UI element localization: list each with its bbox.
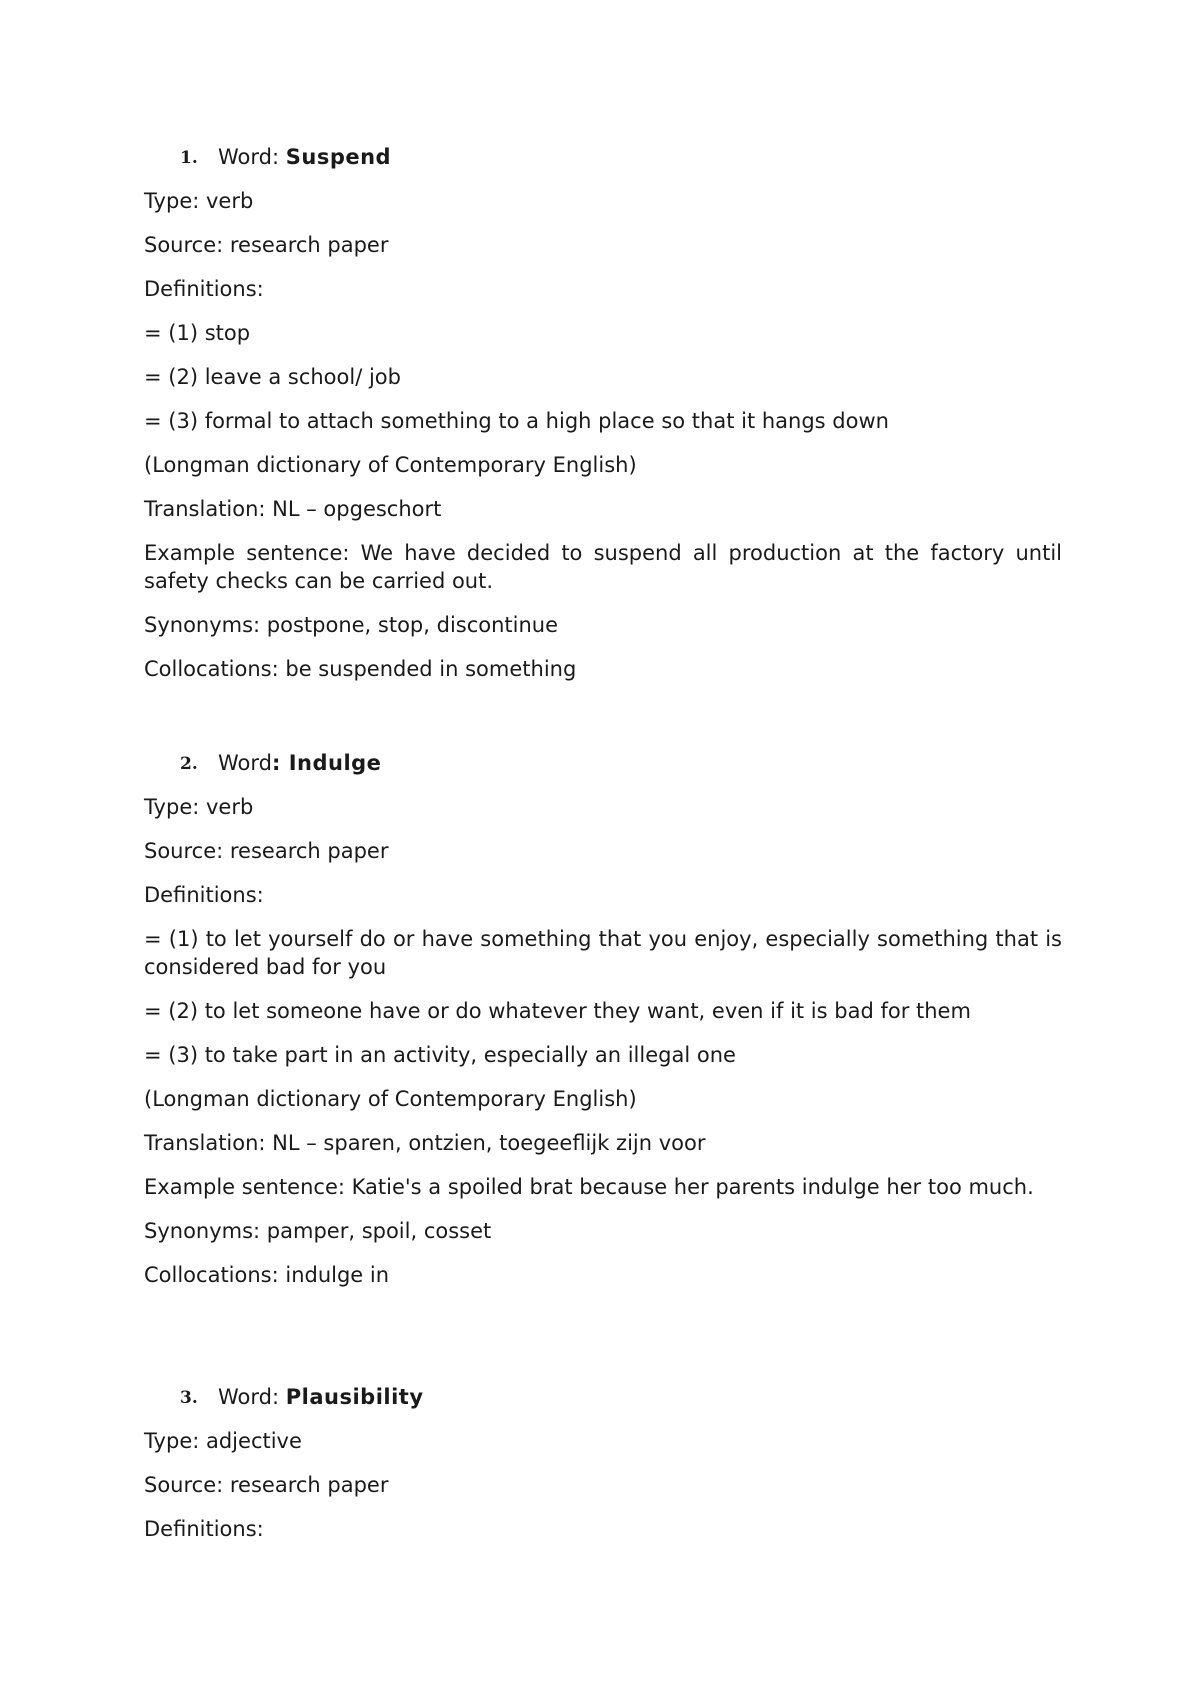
entry-heading xyxy=(144,1383,1062,1411)
word-term: Suspend xyxy=(285,145,392,169)
synonyms-line: Synonyms: pamper, spoil, cosset xyxy=(144,1219,492,1243)
vocab-entry xyxy=(144,1383,1062,1559)
example-sentence: Example sentence: Katie's a spoiled brat because her parents indulge her too much. xyxy=(144,1175,1034,1199)
word-line xyxy=(218,749,381,777)
entry-heading xyxy=(144,749,1062,777)
word-label: Word xyxy=(218,751,272,775)
definition-item: = (3) to take part in an activity, especially an illegal one xyxy=(144,1043,736,1067)
word-term: : Indulge xyxy=(271,751,382,775)
entry-number: 3. xyxy=(180,1388,198,1408)
definition-item: = (1) stop xyxy=(144,321,251,345)
word-line xyxy=(218,143,391,171)
definitions-label: Definitions: xyxy=(144,1517,264,1541)
collocations-line: Collocations: be suspended in something xyxy=(144,657,577,681)
type-line: Type: adjective xyxy=(144,1429,302,1453)
entry-number: 1. xyxy=(180,148,198,168)
definition-item: = (2) to let someone have or do whatever they want, even if it is bad for them xyxy=(144,999,971,1023)
word-line xyxy=(218,1383,424,1411)
dictionary-source: (Longman dictionary of Contemporary English) xyxy=(144,453,637,477)
translation-line: Translation: NL – sparen, ontzien, toegeeflijk zijn voor xyxy=(144,1131,706,1155)
collocations-line: Collocations: indulge in xyxy=(144,1263,390,1287)
definitions-label: Definitions: xyxy=(144,277,264,301)
vocab-entry xyxy=(144,143,1062,699)
definition-item: = (3) formal to attach something to a high place so that it hangs down xyxy=(144,409,889,433)
word-label: Word: xyxy=(218,1385,280,1409)
example-sentence: Example sentence: We have decided to suspend all production at the factory until safety checks can be carried out. xyxy=(144,541,1062,593)
entry-number: 2. xyxy=(180,754,198,774)
dictionary-source: (Longman dictionary of Contemporary English) xyxy=(144,1087,637,1111)
translation-line: Translation: NL – opgeschort xyxy=(144,497,442,521)
definitions-label: Definitions: xyxy=(144,883,264,907)
source-line: Source: research paper xyxy=(144,1473,389,1497)
word-label: Word: xyxy=(218,145,280,169)
definition-item: = (1) to let yourself do or have something that you enjoy, especially something that is considered bad for you xyxy=(144,927,1062,979)
source-line: Source: research paper xyxy=(144,233,389,257)
type-line: Type: verb xyxy=(144,189,254,213)
source-line: Source: research paper xyxy=(144,839,389,863)
vocab-entry xyxy=(144,749,1062,1305)
word-term: Plausibility xyxy=(285,1385,424,1409)
entry-heading xyxy=(144,143,1062,171)
synonyms-line: Synonyms: postpone, stop, discontinue xyxy=(144,613,559,637)
definition-item: = (2) leave a school/ job xyxy=(144,365,401,389)
type-line: Type: verb xyxy=(144,795,254,819)
